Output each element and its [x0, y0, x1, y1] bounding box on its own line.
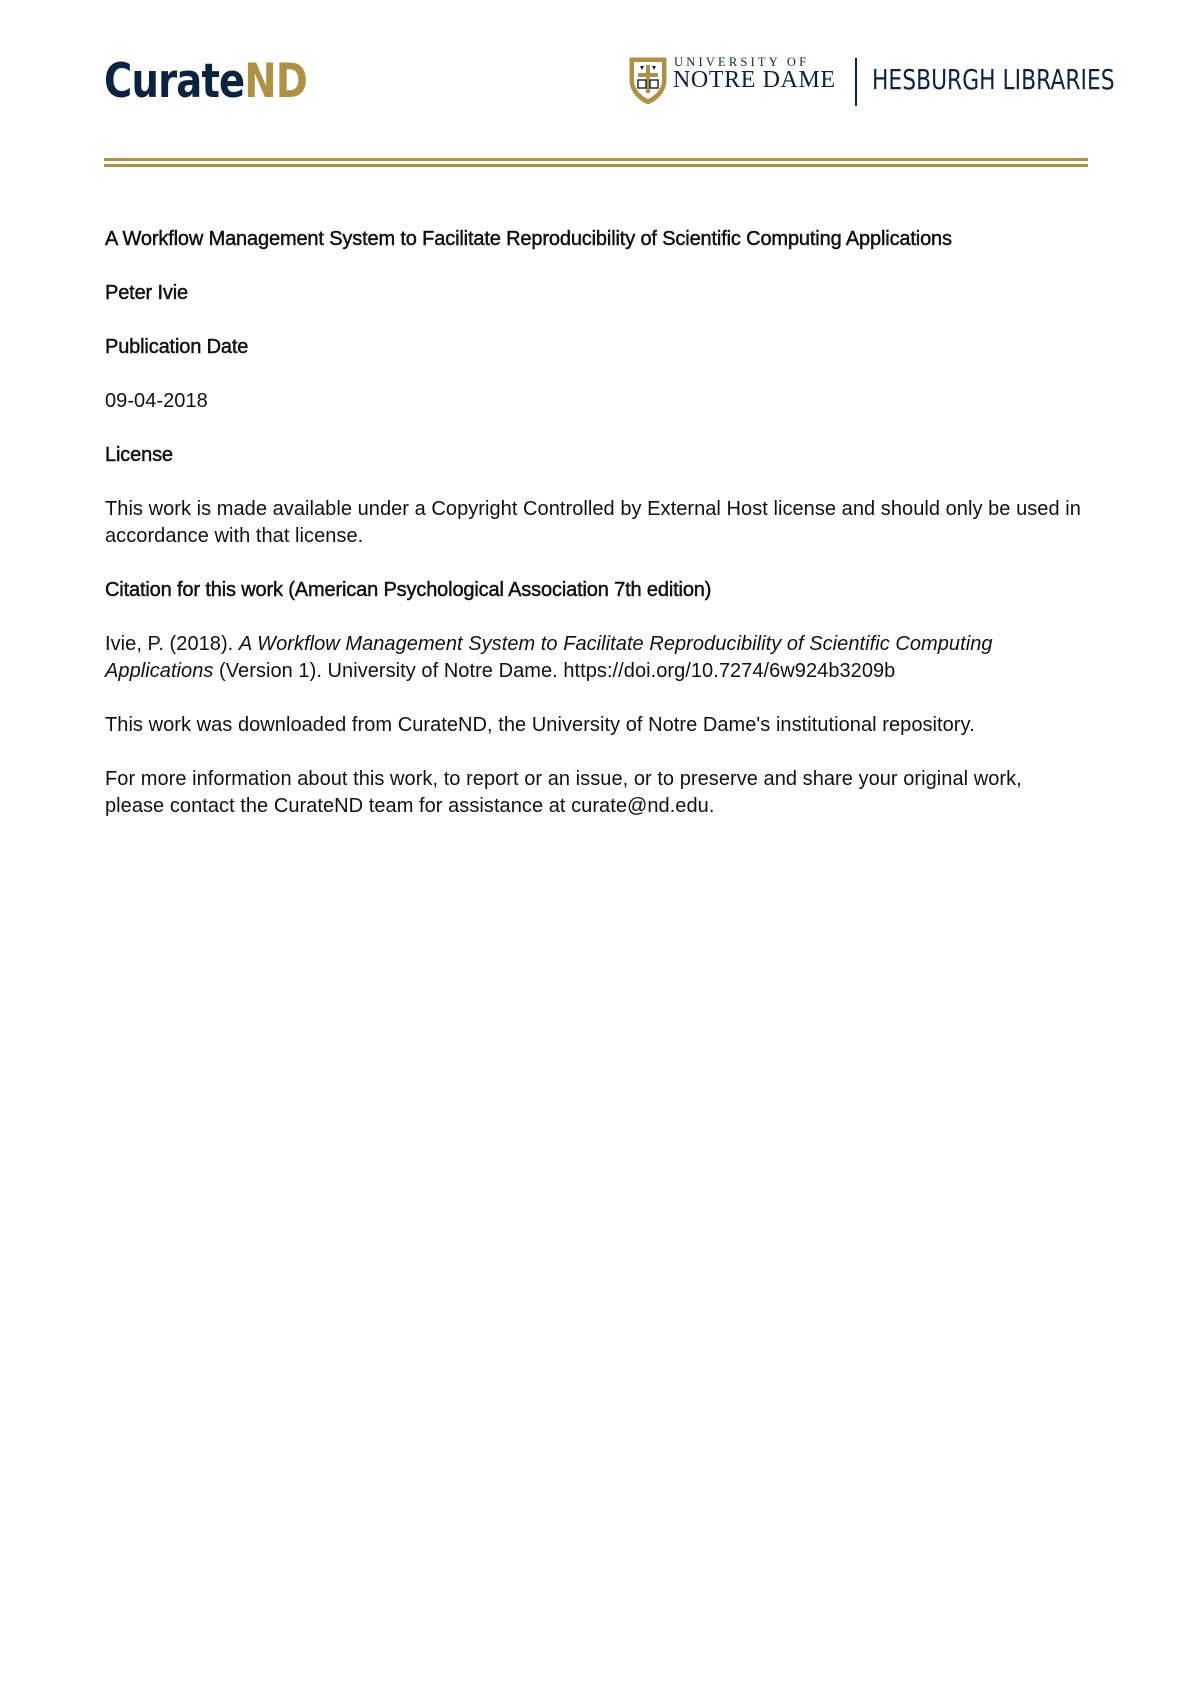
citation-title-part-1: A Workflow Management System to Facilitate Reproducibility of Scientific Computing — [238, 633, 993, 655]
notre-dame-text: NOTRE DAME — [673, 67, 836, 93]
license-label: License — [105, 444, 173, 466]
citation-line-2 — [105, 658, 895, 685]
logo-divider — [855, 58, 857, 106]
downloaded-note: This work was downloaded from CurateND, the University of Notre Dame's institutional repository. — [105, 714, 975, 736]
citation-label: Citation for this work (American Psychological Association 7th edition) — [105, 579, 712, 601]
hesburgh-libraries-text: HESBURGH LIBRARIES — [872, 63, 1115, 96]
university-of-text: UNIVERSITY OF — [674, 55, 810, 69]
citation-prefix: Ivie, P. (2018). — [105, 633, 239, 655]
publication-date-label: Publication Date — [105, 336, 249, 358]
page-header — [104, 52, 1115, 112]
citation-suffix: (Version 1). University of Notre Dame. https://doi.org/10.7274/6w924b3209b — [213, 660, 896, 682]
logo-curate-text: Curate — [104, 54, 245, 109]
contact-line-2: please contact the CurateND team for assistance at curate@nd.edu. — [105, 795, 715, 817]
header-rule-bottom — [104, 164, 1088, 167]
citation-title-part-2: Applications — [105, 660, 214, 682]
header-rule-top — [104, 158, 1088, 161]
notre-dame-hesburgh-logo — [628, 54, 1115, 110]
logo-nd-text: ND — [244, 54, 308, 109]
document-title: A Workflow Management System to Facilitate Reproducibility of Scientific Computing Applications — [105, 228, 952, 250]
publication-date-value: 09-04-2018 — [105, 390, 208, 412]
license-text-line-2: accordance with that license. — [105, 525, 364, 547]
contact-line-1: For more information about this work, to report or an issue, or to preserve and share your original work, — [105, 768, 1022, 790]
citation-line-1 — [105, 631, 993, 658]
curatend-logo — [104, 54, 307, 110]
license-text-line-1: This work is made available under a Copyright Controlled by External Host license and should only be used in — [105, 498, 1081, 520]
notre-dame-shield-icon — [628, 56, 668, 106]
document-author: Peter Ivie — [105, 282, 188, 304]
